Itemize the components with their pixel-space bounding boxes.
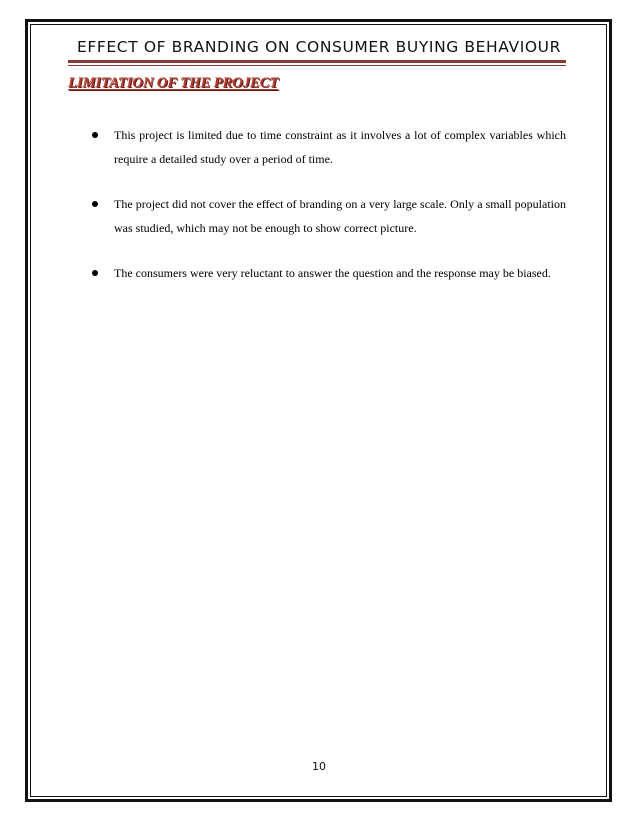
bullet-icon	[92, 132, 98, 138]
limitations-list	[92, 123, 566, 306]
section-heading: LIMITATION OF THE PROJECT	[68, 75, 279, 91]
header-rule-thick	[68, 60, 566, 63]
list-item	[92, 261, 566, 285]
header-title: EFFECT OF BRANDING ON CONSUMER BUYING BEHAVIOUR	[76, 38, 561, 56]
list-item	[92, 123, 566, 171]
list-item-text: The consumers were very reluctant to answer the question and the response may be biased.	[114, 266, 551, 280]
bullet-icon	[92, 201, 98, 207]
list-item-text: The project did not cover the effect of branding on a very large scale. Only a small population was studied, which may not be enough to show correct picture.	[114, 197, 566, 235]
bullet-icon	[92, 270, 98, 276]
list-item	[92, 192, 566, 240]
list-item-text: This project is limited due to time constraint as it involves a lot of complex variables which require a detailed study over a period of time.	[114, 128, 566, 166]
page-number: 10	[312, 760, 326, 773]
header-rule-thin	[68, 65, 566, 66]
